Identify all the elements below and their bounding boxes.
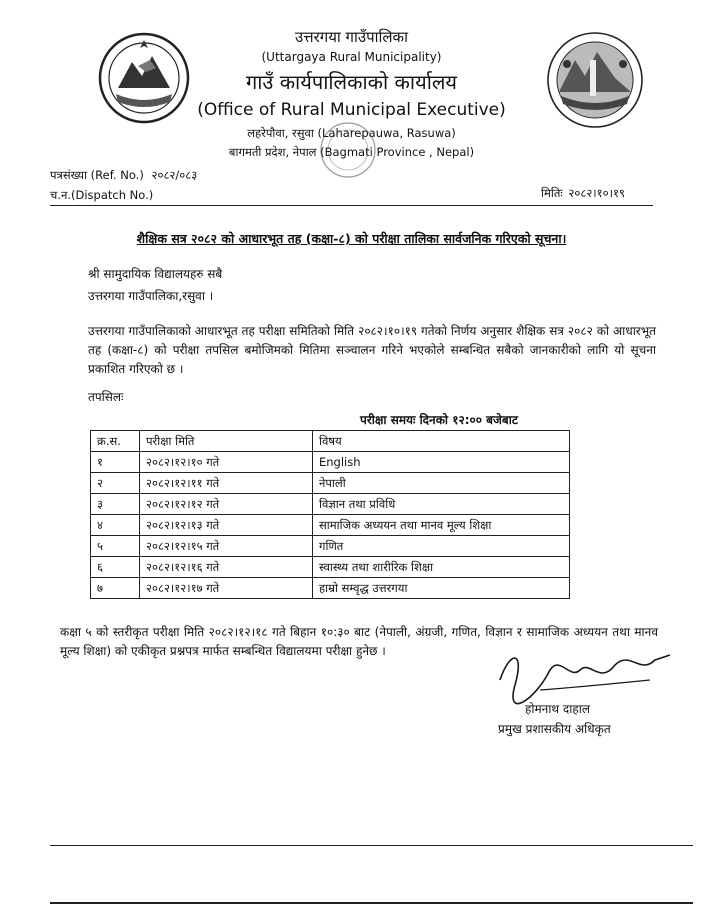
addressee-line-1: श्री सामुदायिक विद्यालयहरु सबै: [88, 267, 223, 281]
row-subject: English: [313, 452, 570, 473]
tapsil-label: तपसिलः: [88, 390, 124, 404]
municipality-name-np: उत्तरगया गाउँपालिका: [295, 28, 408, 46]
office-name-np: गाउँ कार्यपालिकाको कार्यालय: [245, 70, 458, 94]
table-row: [91, 536, 570, 557]
table-row: [91, 473, 570, 494]
row-subject: हाम्रो सम्वृद्ध उत्तरगया: [313, 578, 570, 599]
col-subject-header: विषय: [313, 431, 570, 452]
row-sn: २: [91, 473, 140, 494]
table-row: [91, 557, 570, 578]
row-subject: सामाजिक अध्ययन तथा मानव मूल्य शिक्षा: [313, 515, 570, 536]
row-subject: नेपाली: [313, 473, 570, 494]
row-date: २०८२।१२।१६ गते: [140, 557, 313, 578]
office-stamp: [318, 120, 378, 180]
address-line-1: लहरेपौवा, रसुवा (Laharepauwa, Rasuwa): [247, 126, 456, 140]
row-sn: ५: [91, 536, 140, 557]
row-date: २०८२।१२।१२ गते: [140, 494, 313, 515]
row-sn: ६: [91, 557, 140, 578]
row-sn: ७: [91, 578, 140, 599]
office-name-en: (Office of Rural Municipal Executive): [197, 100, 506, 120]
grade5-exam-note: कक्षा ५ को स्तरीकृत परीक्षा मिति २०८२।१२।१८ गते बिहान १०:३० बाट (नेपाली, अंग्रजी, गणित, विज्ञान र सामाजिक अध्ययन तथा मानव मूल्य शिक्षा) को एकीकृत प्रश्नपत्र मार्फत सम्बन्धित विद्यालयमा परीक्षा हुनेछ ।: [60, 625, 658, 658]
row-date: २०८२।१२।११ गते: [140, 473, 313, 494]
footer-divider-top: [50, 845, 693, 846]
row-subject: विज्ञान तथा प्रविधि: [313, 494, 570, 515]
table-row: [91, 515, 570, 536]
date-value: २०८२।१०।१९: [568, 186, 625, 200]
col-sn-header: क्र.स.: [91, 431, 140, 452]
row-date: २०८२।१२।१३ गते: [140, 515, 313, 536]
ref-no-value: २०८२/०८३: [151, 168, 198, 182]
letter-date: [541, 186, 625, 201]
addressee-line-2: उत्तरगया गाउँपालिका,रसुवा ।: [88, 289, 214, 303]
header-divider: [50, 205, 653, 206]
row-sn: ३: [91, 494, 140, 515]
row-sn: १: [91, 452, 140, 473]
address-line-2: बागमती प्रदेश, नेपाल (Bagmati Province , Nepal): [228, 145, 475, 159]
table-row: [91, 494, 570, 515]
notice-subject: शैक्षिक सत्र २०८२ को आधारभूत तह (कक्षा-८) को परीक्षा तालिका सार्वजनिक गरिएको सूचना।: [136, 231, 567, 246]
municipality-name-en: (Uttargaya Rural Municipality): [261, 50, 442, 64]
row-date: २०८२।१२।१५ गते: [140, 536, 313, 557]
row-sn: ४: [91, 515, 140, 536]
row-date: २०८२।१२।१० गते: [140, 452, 313, 473]
signatory-title: प्रमुख प्रशासकीय अधिकृत: [498, 722, 611, 736]
row-subject: स्वास्थ्य तथा शारीरिक शिक्षा: [313, 557, 570, 578]
date-label: मितिः: [541, 186, 563, 200]
table-row: [91, 578, 570, 599]
row-subject: गणित: [313, 536, 570, 557]
dispatch-no-label: च.न.(Dispatch No.): [50, 188, 154, 202]
table-row: [91, 452, 570, 473]
table-header-row: [91, 431, 570, 452]
exam-schedule-table: [90, 430, 570, 599]
footer-divider-bottom: [50, 902, 693, 904]
notice-body: उत्तरगया गाउँपालिकाको आधारभूत तह परीक्षा समितिको मिति २०८२।१०।१९ गतेको निर्णय अनुसार शैक्षिक सत्र २०८२ को आधारभूत तह (कक्षा-८) को परीक्षा तपसिल बमोजिमको मितिमा सञ्चालन गरिने भएकोले सम्बन्धित सबैको जानकारीको लागि यो सूचना प्रकाशित गरिएको छ ।: [88, 324, 656, 376]
exam-time: परीक्षा समयः दिनको १२:०० बजेबाट: [360, 413, 518, 427]
signatory-name: होमनाथ दाहाल: [525, 702, 591, 716]
col-date-header: परीक्षा मिति: [140, 431, 313, 452]
ref-no: [50, 168, 197, 183]
row-date: २०८२।१२।१७ गते: [140, 578, 313, 599]
ref-no-label: पत्रसंख्या (Ref. No.): [50, 168, 144, 182]
